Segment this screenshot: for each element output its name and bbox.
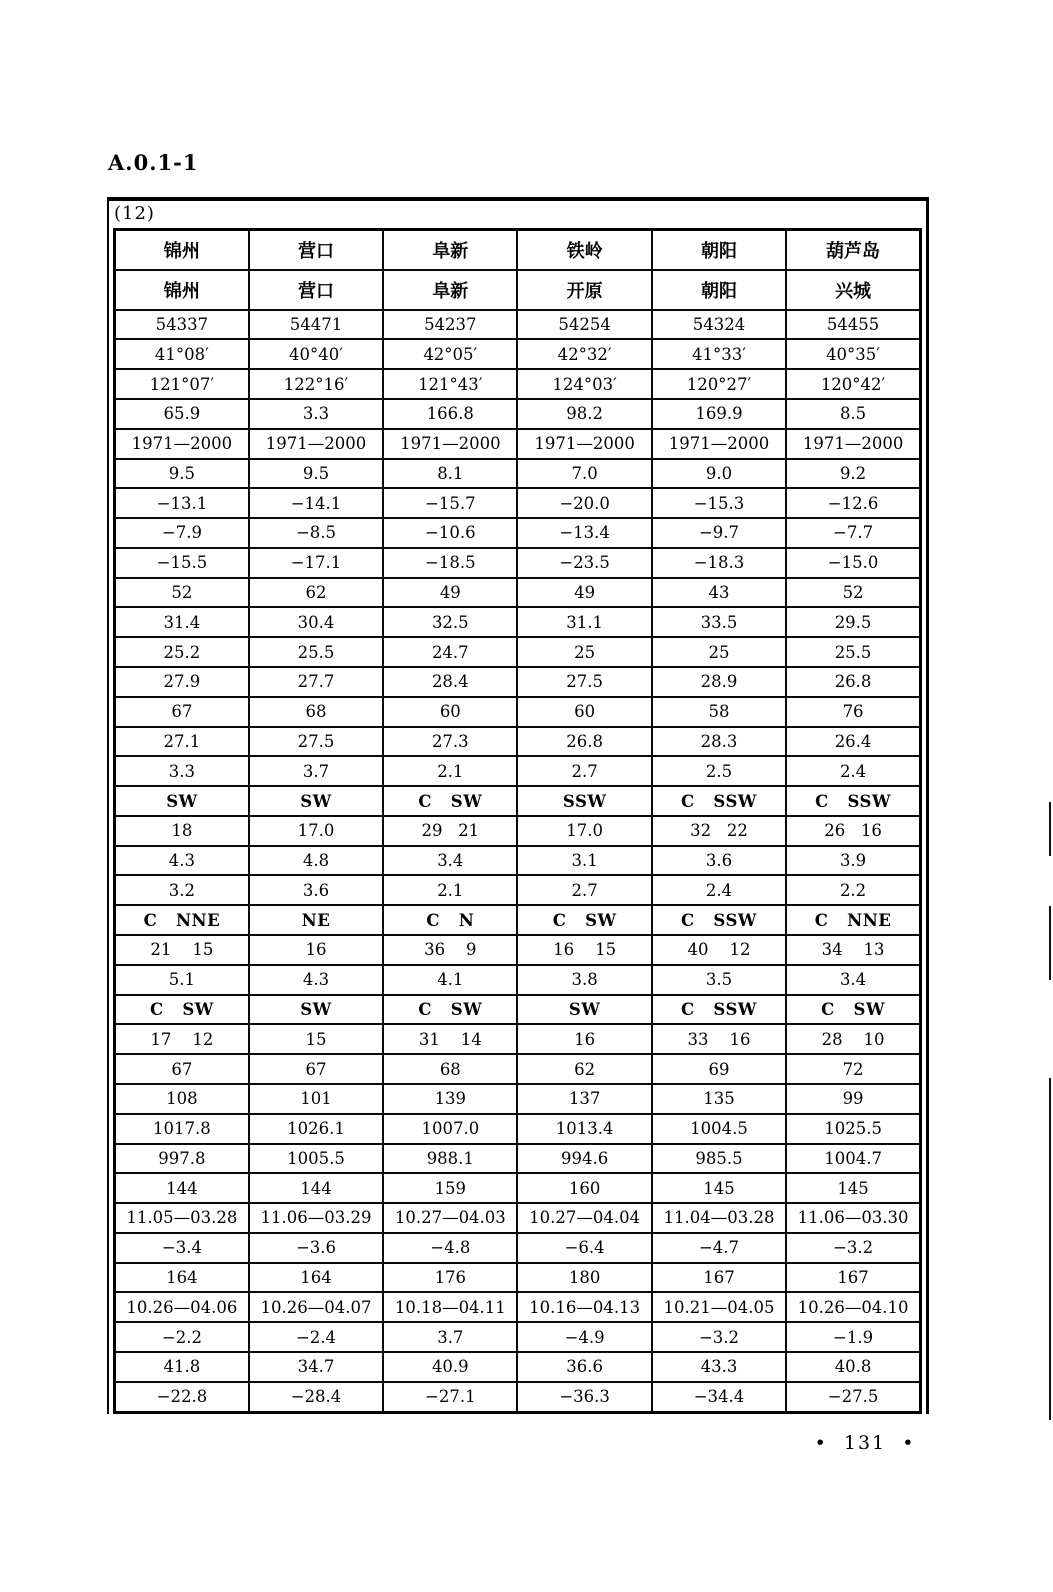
table-cell: 阜新 bbox=[383, 270, 517, 310]
table-cell: 60 bbox=[517, 697, 651, 727]
table-cell: 985.5 bbox=[652, 1144, 786, 1174]
table-row bbox=[115, 1292, 921, 1322]
table-cell: 10.27—04.04 bbox=[517, 1203, 651, 1233]
table-cell: 8.5 bbox=[786, 399, 920, 429]
table-cell: 54471 bbox=[249, 310, 383, 340]
table-cell: 169.9 bbox=[652, 399, 786, 429]
scan-artifact-line bbox=[1049, 1078, 1051, 1420]
table-cell: 62 bbox=[517, 1054, 651, 1084]
table-cell: 9.2 bbox=[786, 459, 920, 489]
table-cell: −18.3 bbox=[652, 548, 786, 578]
table-cell: 29.5 bbox=[786, 607, 920, 637]
table-cell: 25.5 bbox=[786, 637, 920, 667]
table-cell: 164 bbox=[249, 1263, 383, 1293]
table-row bbox=[115, 1144, 921, 1174]
table-cell: 31.4 bbox=[115, 607, 249, 637]
table-cell: 10.26—04.07 bbox=[249, 1292, 383, 1322]
table-cell: 98.2 bbox=[517, 399, 651, 429]
table-cell: 锦州 bbox=[115, 230, 249, 270]
table-cell: 2.4 bbox=[786, 756, 920, 786]
table-cell: 34 13 bbox=[786, 935, 920, 965]
table-cell: 135 bbox=[652, 1084, 786, 1114]
table-row bbox=[115, 875, 921, 905]
table-cell: 3.6 bbox=[249, 875, 383, 905]
table-row bbox=[115, 846, 921, 876]
table-cell: −12.6 bbox=[786, 488, 920, 518]
table-cell: 11.06—03.29 bbox=[249, 1203, 383, 1233]
table-cell: −15.0 bbox=[786, 548, 920, 578]
table-cell: 2.1 bbox=[383, 875, 517, 905]
table-row bbox=[115, 1352, 921, 1382]
table-cell: 25.5 bbox=[249, 637, 383, 667]
table-cell: 25.2 bbox=[115, 637, 249, 667]
table-cell: 3.4 bbox=[383, 846, 517, 876]
table-cell: 68 bbox=[383, 1054, 517, 1084]
table-row bbox=[115, 786, 921, 816]
scan-artifact-line bbox=[1049, 802, 1051, 856]
table-cell: 锦州 bbox=[115, 270, 249, 310]
table-cell: 27.1 bbox=[115, 727, 249, 757]
table-row bbox=[115, 548, 921, 578]
table-cell: 4.8 bbox=[249, 846, 383, 876]
table-cell: 120°27′ bbox=[652, 369, 786, 399]
table-cell: −18.5 bbox=[383, 548, 517, 578]
table-cell: 52 bbox=[786, 578, 920, 608]
table-cell: 33 16 bbox=[652, 1024, 786, 1054]
table-cell: −22.8 bbox=[115, 1382, 249, 1413]
table-cell: C SW bbox=[786, 995, 920, 1025]
table-cell: 67 bbox=[249, 1054, 383, 1084]
table-cell: 9.5 bbox=[249, 459, 383, 489]
table-cell: 2.2 bbox=[786, 875, 920, 905]
table-row bbox=[115, 1114, 921, 1144]
table-cell: 124°03′ bbox=[517, 369, 651, 399]
table-cell: 28.3 bbox=[652, 727, 786, 757]
table-cell: −27.5 bbox=[786, 1382, 920, 1413]
table-cell: 16 bbox=[517, 1024, 651, 1054]
table-cell: 145 bbox=[786, 1173, 920, 1203]
table-cell: 36 9 bbox=[383, 935, 517, 965]
table-cell: 49 bbox=[517, 578, 651, 608]
table-cell: 开原 bbox=[517, 270, 651, 310]
table-cell: 2.4 bbox=[652, 875, 786, 905]
table-cell: 40.8 bbox=[786, 1352, 920, 1382]
table-cell: 28.9 bbox=[652, 667, 786, 697]
table-cell: 1007.0 bbox=[383, 1114, 517, 1144]
table-row bbox=[115, 607, 921, 637]
table-cell: −14.1 bbox=[249, 488, 383, 518]
table-cell: 27.5 bbox=[517, 667, 651, 697]
table-cell: 32 22 bbox=[652, 816, 786, 846]
table-cell: 32.5 bbox=[383, 607, 517, 637]
table-cell: −17.1 bbox=[249, 548, 383, 578]
table-cell: 139 bbox=[383, 1084, 517, 1114]
table-cell: 164 bbox=[115, 1263, 249, 1293]
table-row bbox=[115, 1084, 921, 1114]
table-cell: 40 12 bbox=[652, 935, 786, 965]
table-cell: 阜新 bbox=[383, 230, 517, 270]
table-cell: 31.1 bbox=[517, 607, 651, 637]
table-cell: 3.2 bbox=[115, 875, 249, 905]
table-row bbox=[115, 488, 921, 518]
table-cell: 27.3 bbox=[383, 727, 517, 757]
table-cell: 1004.7 bbox=[786, 1144, 920, 1174]
table-cell: 1005.5 bbox=[249, 1144, 383, 1174]
table-cell: 3.3 bbox=[115, 756, 249, 786]
table-cell: 营口 bbox=[249, 230, 383, 270]
table-cell: 36.6 bbox=[517, 1352, 651, 1382]
table-cell: 54254 bbox=[517, 310, 651, 340]
table-row bbox=[115, 637, 921, 667]
table-cell: 40°40′ bbox=[249, 339, 383, 369]
table-row bbox=[115, 459, 921, 489]
table-cell: 72 bbox=[786, 1054, 920, 1084]
table-row bbox=[115, 369, 921, 399]
table-row bbox=[115, 667, 921, 697]
table-cell: 1971—2000 bbox=[517, 429, 651, 459]
table-cell: C SW bbox=[383, 995, 517, 1025]
table-cell: 167 bbox=[652, 1263, 786, 1293]
table-row bbox=[115, 310, 921, 340]
table-cell: 3.5 bbox=[652, 965, 786, 995]
table-cell: 铁岭 bbox=[517, 230, 651, 270]
table-cell: 988.1 bbox=[383, 1144, 517, 1174]
table-row bbox=[115, 1322, 921, 1352]
table-cell: 54455 bbox=[786, 310, 920, 340]
table-row bbox=[115, 578, 921, 608]
table-row bbox=[115, 270, 921, 310]
table-cell: −4.7 bbox=[652, 1233, 786, 1263]
table-row bbox=[115, 756, 921, 786]
table-cell: 180 bbox=[517, 1263, 651, 1293]
table-cell: 167 bbox=[786, 1263, 920, 1293]
table-cell: 54237 bbox=[383, 310, 517, 340]
table-cell: 朝阳 bbox=[652, 270, 786, 310]
table-cell: −15.3 bbox=[652, 488, 786, 518]
table-cell: 3.3 bbox=[249, 399, 383, 429]
table-cell: 17 12 bbox=[115, 1024, 249, 1054]
table-cell: C NNE bbox=[786, 905, 920, 935]
table-cell: 1013.4 bbox=[517, 1114, 651, 1144]
table-cell: 10.26—04.06 bbox=[115, 1292, 249, 1322]
table-cell: 3.8 bbox=[517, 965, 651, 995]
table-cell: 67 bbox=[115, 1054, 249, 1084]
table-cell: 5.1 bbox=[115, 965, 249, 995]
table-cell: 3.4 bbox=[786, 965, 920, 995]
table-cell: 34.7 bbox=[249, 1352, 383, 1382]
table-cell: 33.5 bbox=[652, 607, 786, 637]
table-cell: 27.9 bbox=[115, 667, 249, 697]
table-cell: 10.21—04.05 bbox=[652, 1292, 786, 1322]
table-cell: 58 bbox=[652, 697, 786, 727]
table-cell: 3.1 bbox=[517, 846, 651, 876]
table-cell: 41°33′ bbox=[652, 339, 786, 369]
table-cell: −9.7 bbox=[652, 518, 786, 548]
table-cell: 42°32′ bbox=[517, 339, 651, 369]
table-cell: 137 bbox=[517, 1084, 651, 1114]
table-row bbox=[115, 995, 921, 1025]
table-cell: C SW bbox=[517, 905, 651, 935]
table-cell: 1004.5 bbox=[652, 1114, 786, 1144]
table-cell: 1971—2000 bbox=[115, 429, 249, 459]
table-cell: SW bbox=[517, 995, 651, 1025]
table-cell: −36.3 bbox=[517, 1382, 651, 1413]
table-cell: 28.4 bbox=[383, 667, 517, 697]
table-cell: −23.5 bbox=[517, 548, 651, 578]
table-cell: 76 bbox=[786, 697, 920, 727]
table-cell: −3.6 bbox=[249, 1233, 383, 1263]
table-cell: NE bbox=[249, 905, 383, 935]
table-cell: 54337 bbox=[115, 310, 249, 340]
table-cell: 49 bbox=[383, 578, 517, 608]
table-cell: 2.5 bbox=[652, 756, 786, 786]
table-cell: 26.4 bbox=[786, 727, 920, 757]
table-cell: 67 bbox=[115, 697, 249, 727]
table-cell: SW bbox=[249, 786, 383, 816]
table-row bbox=[115, 905, 921, 935]
table-cell: 25 bbox=[517, 637, 651, 667]
table-cell: C SW bbox=[115, 995, 249, 1025]
table-cell: 1026.1 bbox=[249, 1114, 383, 1144]
table-row bbox=[115, 816, 921, 846]
table-cell: 997.8 bbox=[115, 1144, 249, 1174]
table-cell: 9.0 bbox=[652, 459, 786, 489]
table-cell: C SSW bbox=[786, 786, 920, 816]
table-cell: 25 bbox=[652, 637, 786, 667]
table-cell: 24.7 bbox=[383, 637, 517, 667]
table-cell: 26 16 bbox=[786, 816, 920, 846]
table-row bbox=[115, 518, 921, 548]
table-cell: −10.6 bbox=[383, 518, 517, 548]
doc-title: A.0.1-1 bbox=[108, 150, 199, 175]
table-cell: 122°16′ bbox=[249, 369, 383, 399]
table-row bbox=[115, 1054, 921, 1084]
table-cell: 17.0 bbox=[517, 816, 651, 846]
table-cell: 60 bbox=[383, 697, 517, 727]
table-cell: 29 21 bbox=[383, 816, 517, 846]
table-cell: 3.6 bbox=[652, 846, 786, 876]
table-row bbox=[115, 429, 921, 459]
table-cell: 1025.5 bbox=[786, 1114, 920, 1144]
table-cell: −20.0 bbox=[517, 488, 651, 518]
table-cell: 11.06—03.30 bbox=[786, 1203, 920, 1233]
table-cell: C SSW bbox=[652, 905, 786, 935]
table-cell: −8.5 bbox=[249, 518, 383, 548]
table-cell: 3.7 bbox=[383, 1322, 517, 1352]
table-cell: 兴城 bbox=[786, 270, 920, 310]
table-cell: 65.9 bbox=[115, 399, 249, 429]
table-row bbox=[115, 1173, 921, 1203]
table-row bbox=[115, 935, 921, 965]
table-cell: 11.04—03.28 bbox=[652, 1203, 786, 1233]
table-row bbox=[115, 1024, 921, 1054]
table-cell: −34.4 bbox=[652, 1382, 786, 1413]
table-cell: 41.8 bbox=[115, 1352, 249, 1382]
table-cell: 160 bbox=[517, 1173, 651, 1203]
table-cell: −3.2 bbox=[786, 1233, 920, 1263]
table-row bbox=[115, 1382, 921, 1413]
table-cell: 62 bbox=[249, 578, 383, 608]
table-cell: 10.27—04.03 bbox=[383, 1203, 517, 1233]
table-cell: 120°42′ bbox=[786, 369, 920, 399]
table-cell: 176 bbox=[383, 1263, 517, 1293]
table-cell: 28 10 bbox=[786, 1024, 920, 1054]
table-cell: 99 bbox=[786, 1084, 920, 1114]
scan-artifact-line bbox=[1049, 906, 1051, 980]
table-cell: 21 15 bbox=[115, 935, 249, 965]
table-row bbox=[115, 697, 921, 727]
table-cell: −15.7 bbox=[383, 488, 517, 518]
table-cell: 43 bbox=[652, 578, 786, 608]
table-cell: 8.1 bbox=[383, 459, 517, 489]
table-row bbox=[115, 727, 921, 757]
table-cell: SW bbox=[115, 786, 249, 816]
table-cell: 166.8 bbox=[383, 399, 517, 429]
table-cell: 15 bbox=[249, 1024, 383, 1054]
table-cell: −2.2 bbox=[115, 1322, 249, 1352]
table-cell: 121°07′ bbox=[115, 369, 249, 399]
table-cell: 69 bbox=[652, 1054, 786, 1084]
table-cell: 30.4 bbox=[249, 607, 383, 637]
table-cell: 3.9 bbox=[786, 846, 920, 876]
table-cell: −6.4 bbox=[517, 1233, 651, 1263]
table-row bbox=[115, 339, 921, 369]
table-cell: 朝阳 bbox=[652, 230, 786, 270]
table-cell: 1971—2000 bbox=[652, 429, 786, 459]
table-cell: 10.18—04.11 bbox=[383, 1292, 517, 1322]
table-cell: 54324 bbox=[652, 310, 786, 340]
table-cell: 16 15 bbox=[517, 935, 651, 965]
table-cell: 145 bbox=[652, 1173, 786, 1203]
table-cell: −1.9 bbox=[786, 1322, 920, 1352]
table-cell: 2.7 bbox=[517, 875, 651, 905]
table-cell: −3.4 bbox=[115, 1233, 249, 1263]
table-cell: C NNE bbox=[115, 905, 249, 935]
table-cell: 994.6 bbox=[517, 1144, 651, 1174]
table-cell: C N bbox=[383, 905, 517, 935]
table-cell: 7.0 bbox=[517, 459, 651, 489]
table-cell: 108 bbox=[115, 1084, 249, 1114]
table-cell: −13.4 bbox=[517, 518, 651, 548]
table-cell: 9.5 bbox=[115, 459, 249, 489]
table-cell: 4.1 bbox=[383, 965, 517, 995]
table-cell: 144 bbox=[115, 1173, 249, 1203]
table-row bbox=[115, 965, 921, 995]
table-cell: 68 bbox=[249, 697, 383, 727]
table-cell: 43.3 bbox=[652, 1352, 786, 1382]
table-cell: 18 bbox=[115, 816, 249, 846]
table-cell: 27.7 bbox=[249, 667, 383, 697]
table-cell: 4.3 bbox=[249, 965, 383, 995]
table-cell: 31 14 bbox=[383, 1024, 517, 1054]
table-row bbox=[115, 1203, 921, 1233]
table-cell: 营口 bbox=[249, 270, 383, 310]
table-cell: 26.8 bbox=[517, 727, 651, 757]
table-cell: 26.8 bbox=[786, 667, 920, 697]
table-cell: 41°08′ bbox=[115, 339, 249, 369]
table-cell: 40.9 bbox=[383, 1352, 517, 1382]
table-outer-box bbox=[107, 197, 929, 1414]
table-cell: 16 bbox=[249, 935, 383, 965]
table-cell: 1971—2000 bbox=[786, 429, 920, 459]
table-cell: −13.1 bbox=[115, 488, 249, 518]
table-cell: −4.9 bbox=[517, 1322, 651, 1352]
table-cell: 159 bbox=[383, 1173, 517, 1203]
table-cell: −3.2 bbox=[652, 1322, 786, 1352]
table-cell: C SW bbox=[383, 786, 517, 816]
table-cell: 1017.8 bbox=[115, 1114, 249, 1144]
table-cell: C SSW bbox=[652, 995, 786, 1025]
table-cell: 27.5 bbox=[249, 727, 383, 757]
table-cell: −7.9 bbox=[115, 518, 249, 548]
table-row bbox=[115, 399, 921, 429]
table-cell: −4.8 bbox=[383, 1233, 517, 1263]
table-cell: 10.26—04.10 bbox=[786, 1292, 920, 1322]
table-cell: 葫芦岛 bbox=[786, 230, 920, 270]
table-cell: −15.5 bbox=[115, 548, 249, 578]
table-cell: 40°35′ bbox=[786, 339, 920, 369]
table-cell: 11.05—03.28 bbox=[115, 1203, 249, 1233]
table-cell: C SSW bbox=[652, 786, 786, 816]
table-cell: −27.1 bbox=[383, 1382, 517, 1413]
table-cell: −2.4 bbox=[249, 1322, 383, 1352]
table-row bbox=[115, 1263, 921, 1293]
table-cell: 3.7 bbox=[249, 756, 383, 786]
table-row bbox=[115, 1233, 921, 1263]
climate-data-table bbox=[113, 228, 922, 1414]
table-cell: 2.1 bbox=[383, 756, 517, 786]
page-number: • 131 • bbox=[814, 1432, 916, 1454]
table-cell: −28.4 bbox=[249, 1382, 383, 1413]
table-cell: 144 bbox=[249, 1173, 383, 1203]
table-cell: −7.7 bbox=[786, 518, 920, 548]
table-cell: 10.16—04.13 bbox=[517, 1292, 651, 1322]
table-cell: 17.0 bbox=[249, 816, 383, 846]
table-cell: 101 bbox=[249, 1084, 383, 1114]
table-cell: SSW bbox=[517, 786, 651, 816]
table-cell: 1971—2000 bbox=[249, 429, 383, 459]
table-cell: 42°05′ bbox=[383, 339, 517, 369]
table-cell: 1971—2000 bbox=[383, 429, 517, 459]
table-cell: 52 bbox=[115, 578, 249, 608]
table-row bbox=[115, 230, 921, 270]
climate-table-body bbox=[115, 230, 921, 1413]
table-cell: 121°43′ bbox=[383, 369, 517, 399]
table-cell: 4.3 bbox=[115, 846, 249, 876]
table-cell: SW bbox=[249, 995, 383, 1025]
table-index-label: (12) bbox=[114, 203, 155, 224]
table-cell: 2.7 bbox=[517, 756, 651, 786]
